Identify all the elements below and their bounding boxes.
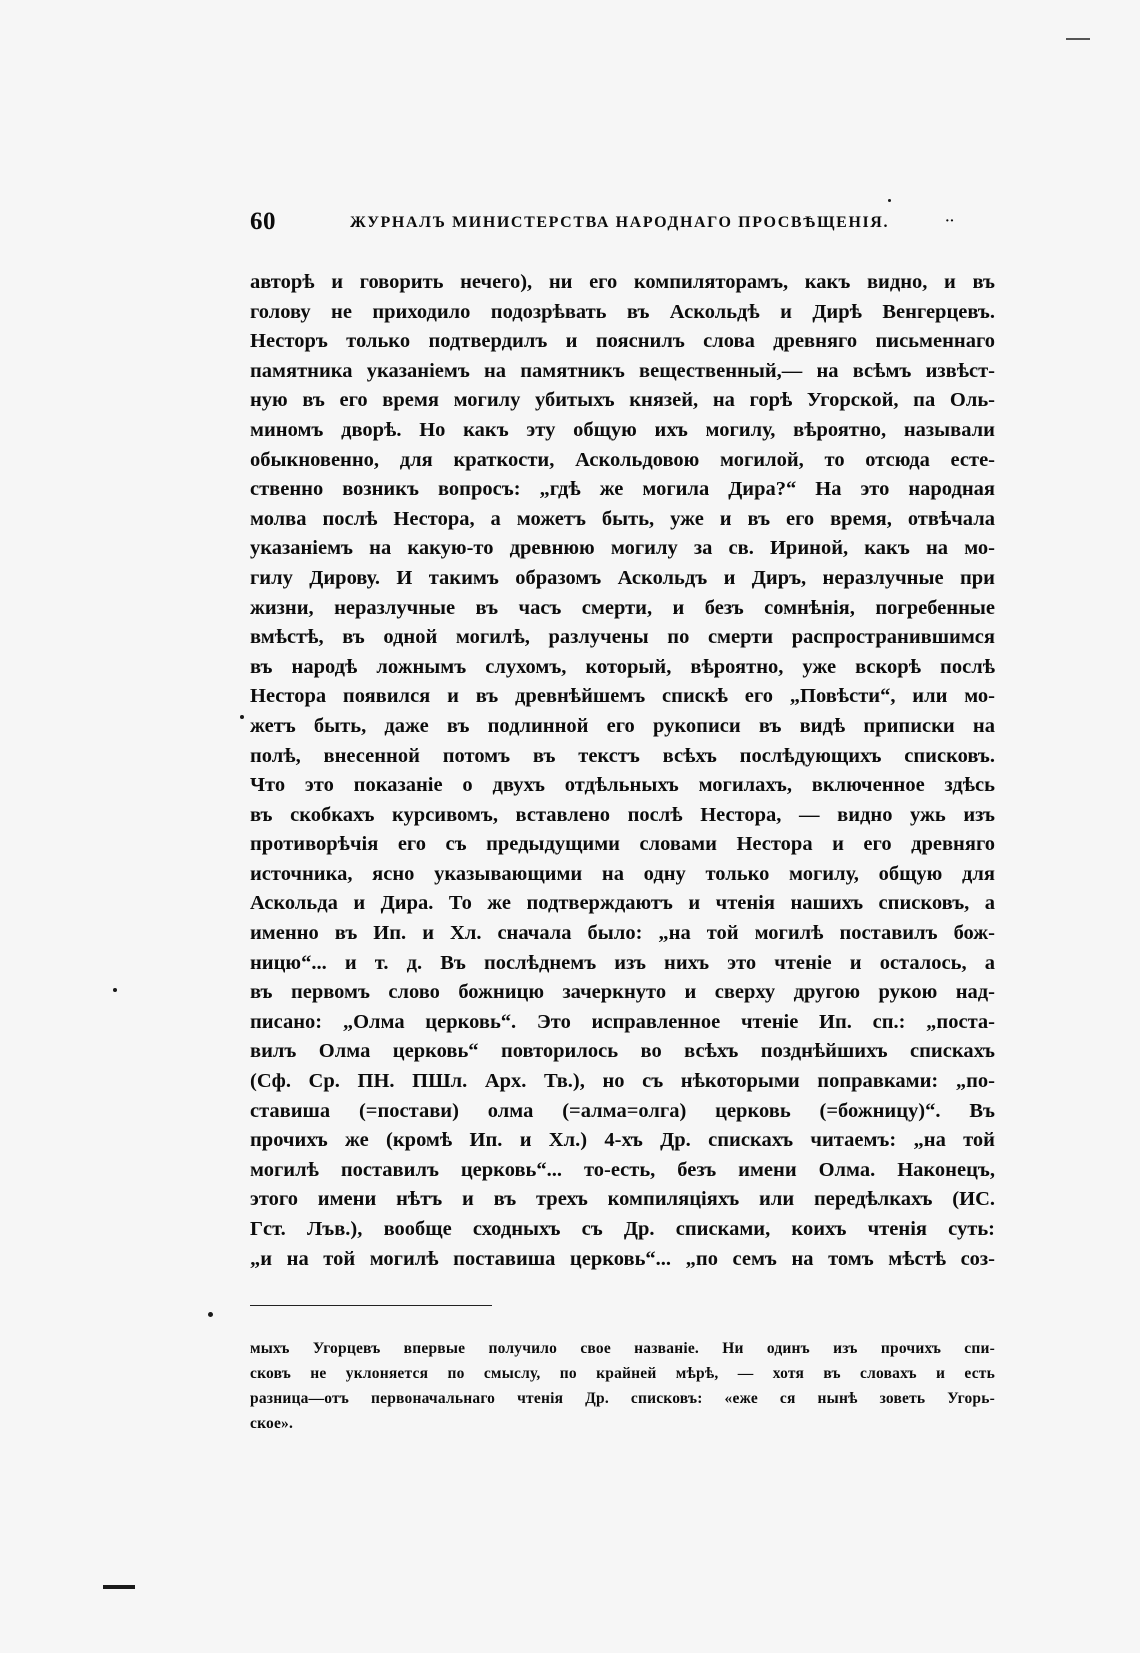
text-line: прочихъ же (кромѣ Ип. и Хл.) 4-хъ Др. спискахъ читаемъ: „на той [250, 1129, 995, 1152]
text-line: въ скобкахъ курсивомъ, вставлено послѣ Нестора, — видно ужь изъ [250, 803, 995, 826]
text-line: въ первомъ слово божницю зачеркнуто и сверху другою рукою над- [250, 981, 995, 1004]
text-line: ственно возникъ вопросъ: „гдѣ же могила Дира?“ На это народная [250, 478, 995, 501]
scan-artifact [208, 1312, 213, 1317]
text-line: Несторъ только подтвердилъ и пояснилъ слова древняго письменнаго [250, 330, 995, 353]
text-line: голову не приходило подозрѣвать въ Аскольдѣ и Дирѣ Венгерцевъ. [250, 300, 995, 323]
footnote-line: ское». [250, 1415, 294, 1432]
text-line: могилѣ поставилъ церковь“... то-есть, безъ имени Олма. Наконецъ, [250, 1158, 995, 1181]
footnote [250, 1336, 995, 1436]
scan-artifact [240, 715, 244, 719]
footnote-line: мыхъ Угорцевъ впервые получило свое названіе. Ни одинъ изъ прочихъ спи- [250, 1340, 995, 1357]
footnote-rule [250, 1305, 492, 1306]
text-line: Гст. Лъв.), вообще сходныхъ съ Др. списками, коихъ чтенія суть: [250, 1218, 995, 1240]
page-header [250, 208, 995, 248]
text-line: противорѣчія его съ предыдущими словами Нестора и его древняго [250, 833, 995, 856]
footnote-line: разница—отъ первоначальнаго чтенія Др. списковъ: «еже ся нынѣ зоветь Угорь- [250, 1390, 995, 1407]
text-line: молва послѣ Нестора, а можетъ быть, уже и въ его время, отвѣчала [250, 507, 995, 530]
text-line: полѣ, внесенной потомъ въ текстъ всѣхъ послѣдующихъ списковъ. [250, 744, 995, 767]
text-line: миномъ дворѣ. Но какъ эту общую ихъ могилу, вѣроятно, называли [250, 418, 995, 441]
text-line: жизни, неразлучные въ часъ смерти, и безъ сомнѣнія, погребенные [250, 596, 995, 619]
scan-artifact [1066, 38, 1090, 40]
text-line: памятника указаніемъ на памятникъ вещественный,— на всѣмъ извѣст- [250, 359, 995, 382]
scan-artifact [888, 199, 891, 202]
text-line: жетъ быть, даже въ подлинной его рукописи въ видѣ приписки на [250, 714, 995, 737]
header-mark: ·· [945, 214, 955, 229]
scan-artifact [103, 1585, 135, 1589]
text-line: обыкновенно, для краткости, Аскольдовою могилой, то отсюда есте- [250, 448, 995, 471]
footnote-line: сковъ не уклоняется по смыслу, по крайней мѣрѣ, — хотя въ словахъ и есть [250, 1365, 995, 1382]
text-line: „и на той могилѣ поставиша церковь“... „по семъ на томъ мѣстѣ соз- [250, 1247, 995, 1270]
text-line: этого имени нѣтъ и въ трехъ компиляціяхъ или передѣлкахъ (ИС. [250, 1188, 995, 1211]
text-line: Аскольда и Дира. То же подтверждаютъ и чтенія нашихъ списковъ, а [250, 892, 995, 915]
main-text [250, 268, 995, 1274]
text-line: вмѣстѣ, въ одной могилѣ, разлучены по смерти распространившимся [250, 626, 995, 649]
text-line: ницю“... и т. д. Въ послѣднемъ изъ нихъ это чтеніе и осталось, а [250, 951, 995, 974]
text-line: писано: „Олма церковь“. Это исправленное чтеніе Ип. сп.: „поста- [250, 1010, 995, 1033]
text-line: въ народѣ ложнымъ слухомъ, который, вѣроятно, уже вскорѣ послѣ [250, 655, 995, 678]
running-head: ЖУРНАЛЪ МИНИСТЕРСТВА НАРОДНАГО ПРОСВѢЩЕНІЯ. [350, 214, 890, 231]
text-line: авторѣ и говорить нечего), ни его компиляторамъ, какъ видно, и въ [250, 271, 995, 293]
text-line: именно въ Ип. и Хл. сначала было: „на той могилѣ поставилъ бож- [250, 922, 995, 945]
text-line: источника, ясно указывающими на одну только могилу, общую для [250, 862, 995, 885]
text-line: вилъ Олма церковь“ повторилось во всѣхъ позднѣйшихъ спискахъ [250, 1040, 995, 1063]
text-line: Что это показаніе о двухъ отдѣльныхъ могилахъ, включенное здѣсь [250, 774, 995, 797]
text-line: ную въ его время могилу убитыхъ князей, на горѣ Угорской, па Оль- [250, 389, 995, 412]
text-line: (Сф. Ср. ПН. ПШл. Арх. Тв.), но съ нѣкоторыми поправками: „по- [250, 1070, 995, 1093]
scan-artifact [113, 988, 117, 992]
text-line: указаніемъ на какую-то древнюю могилу за св. Ириной, какъ на мо- [250, 537, 995, 560]
page-number: 60 [250, 208, 276, 235]
text-line: ставиша (=постави) олма (=алма=олга) церковь (=божницу)“. Въ [250, 1099, 995, 1122]
text-line: гилу Дирову. И такимъ образомъ Аскольдъ и Диръ, неразлучные при [250, 566, 995, 589]
text-line: Нестора появился и въ древнѣйшемъ спискѣ его „Повѣсти“, или мо- [250, 685, 995, 708]
